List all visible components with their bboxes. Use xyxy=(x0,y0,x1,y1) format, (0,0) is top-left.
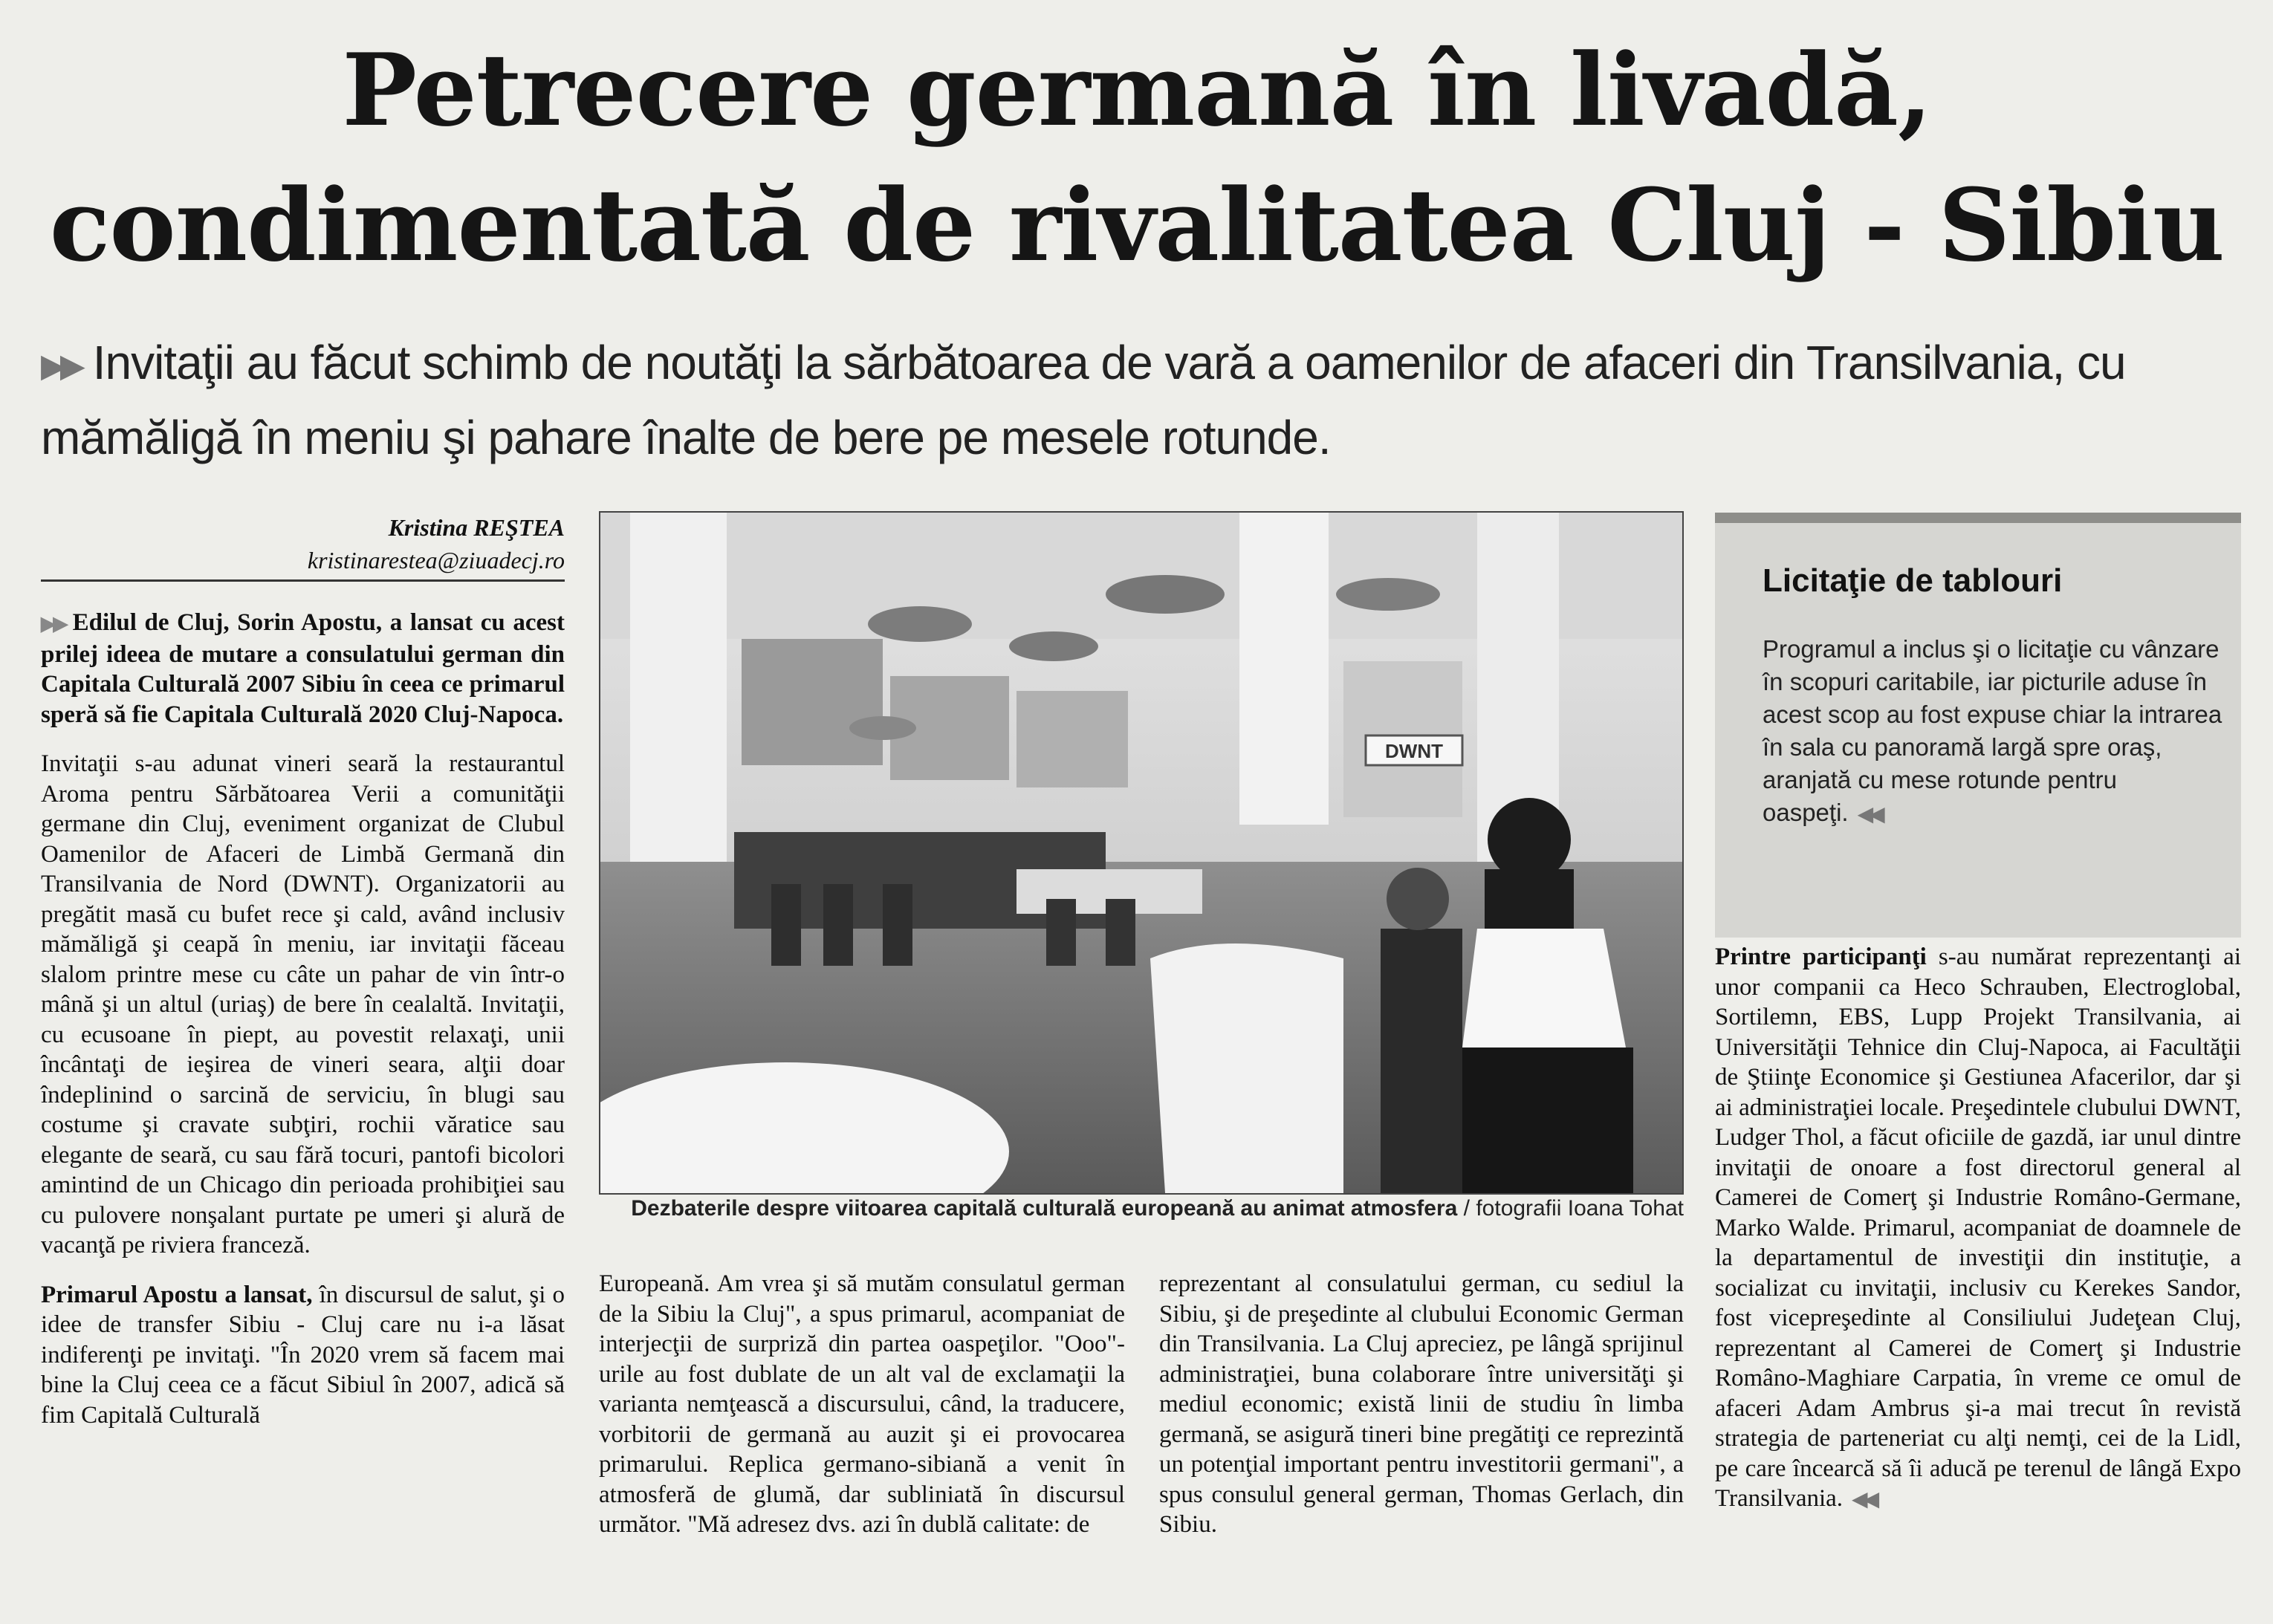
caption-text: Dezbaterile despre viitoarea capitală culturală europeană au animat atmosfera xyxy=(631,1196,1458,1221)
paragraph-leadin: Primarul Apostu a lansat, xyxy=(41,1281,313,1308)
participants-leadin: Printre participanţi xyxy=(1715,943,1927,970)
lead-text: Invitaţii au făcut schimb de noutăţi la sărbătoarea de vară a oamenilor de afaceri din Transilvania, cu mămăligă în meniu şi pahare înalte de bere pe mesele rotunde. xyxy=(41,336,2126,465)
intro-arrows-icon: ▶▶ xyxy=(41,613,65,635)
body-paragraph-2-text: în discursul de salut, şi o idee de transfer Sibiu - Cluj care nu i-a lăsat indiferenţi pe invitaţi. "În 2020 vrem să facem mai bine la Cluj ceea ce a făcut Sibiul în 2007, adică să fim Capitală Culturală xyxy=(41,1281,565,1429)
sidebar-box xyxy=(1715,513,2241,938)
article-column-4 xyxy=(1715,942,2241,1535)
byline xyxy=(41,511,565,576)
body-paragraph-1: Invitaţii s-au adunat vineri seară la restaurantul Aroma pentru Sărbătoarea Verii a comunităţii germane din Cluj, eveniment organizat de Clubul Oamenilor de Afaceri de Limbă Germană din Transilvania de Nord (DWNT). Organizatorii au pregătit masă cu bufet rece şi cald, având inclusiv mămăligă şi ceapă în meniu, iar invitaţii făceau slalom printre mese cu câte un pahar de vin într-o mână şi un altul (uriaş) de bere în cealaltă. Invitaţii, cu ecusoane în piept, au povestit relaxaţi, unii încântaţi de ieşirea de vineri seara, alţii doar îndeplinind o sarcină de serviciu, în blugi sau costume şi cravate subţiri, rochii văratice sau elegante de seară, cu sau fără tocuri, pantofi bicolori amintind de un Chicago din perioada prohibiţiei sau cu pulovere nonşalant purtate pe umeri şi alură de vacanţă pe riviera franceză. xyxy=(41,750,565,1259)
photo-sign-text: DWNT xyxy=(1385,740,1443,762)
headline-line-2: condimentată de rivalitatea Cluj - Sibiu xyxy=(49,166,2225,284)
lead-arrows-icon: ▶▶ xyxy=(41,348,80,385)
event-photo-image xyxy=(600,513,1682,1193)
author-name: Kristina REŞTEA xyxy=(388,514,565,541)
headline xyxy=(30,22,2244,293)
end-mark-icon: ◀◀ xyxy=(1857,802,1881,825)
article-column-3 xyxy=(1159,1269,1684,1559)
photo-caption xyxy=(599,1195,1684,1223)
event-photo xyxy=(599,511,1684,1195)
lead-paragraph xyxy=(41,327,2240,473)
body-paragraph-4: reprezentant al consulatului german, cu sediul la Sibiu, şi de preşedinte al clubului Economic German din Transilvania. La Cluj apreciez, pe lângă sprijinul administraţiei, buna colaborare între universităţi şi mediul economic; există linii de studiu în limba germană, se asigură tineri bine pregătiţi ce reprezintă un potenţial important pentru investitorii germani", a spus consulul general german, Thomas Gerlach, din Sibiu. xyxy=(1159,1270,1684,1538)
author-email: kristinarestea@ziuadecj.ro xyxy=(307,547,565,574)
byline-divider xyxy=(41,579,565,582)
headline-line-1: Petrecere germană în livadă, xyxy=(342,31,1932,149)
article-column-1 xyxy=(41,608,565,1449)
article-end-mark-icon: ◀◀ xyxy=(1852,1488,1875,1511)
sidebar-body-text: Programul a inclus şi o licitaţie cu vânzare în scopuri caritabile, iar picturile aduse în acest scop au fost expuse chiar la intrarea în sala cu panoramă largă spre oraş, aranjată cu mese rotunde pentru oaspeţi. xyxy=(1763,635,2222,826)
intro-paragraph xyxy=(41,608,565,730)
body-paragraph-5 xyxy=(1715,942,2241,1516)
sidebar-title: Licitaţie de tablouri xyxy=(1763,562,2063,599)
sidebar-body xyxy=(1763,633,2223,831)
body-paragraph-3: Europeană. Am vrea şi să mutăm consulatul german de la Sibiu la Cluj", a spus primarul, acompaniat de interjecţii de surpriză din partea oaspeţilor. "Ooo"-urile au fost dublate de un alt val de exclamaţii la varianta nemţească a discursului, când, la traducere, vorbitorii de germană au auzit şi ei provocarea primarului. Replica germano-sibiană a venit în atmosferă de glumă, dar subliniată în discursul următor. "Mă adresez dvs. azi în dublă calitate: de xyxy=(599,1270,1125,1538)
body-paragraph-2 xyxy=(41,1280,565,1431)
body-paragraph-5-text: s-au numărat reprezentanţi ai unor companii ca Heco Schrauben, Electroglobal, Sortilemn, EBS, Lupp Projekt Transilvania, ai Universităţii Tehnice din Cluj-Napoca, ai Facultăţii de Ştiinţe Economice şi Gestiunea Afacerilor, dar şi ai administraţiei locale. Preşedintele clubului DWNT, Ludger Thol, a făcut oficiile de gazdă, iar unul dintre invitaţii de onoare a fost directorul general al Camerei de Comerţ şi Industrie Româno-Germane, Marko Walde. Primarul, acompaniat de doamnele de la departamentul de investiţii din instituţie, a socializat cu invitaţii, inclusiv cu Kerekes Sandor, fost vicepreşedinte al Consiliului Judeţean Cluj, reprezentant al Camerei de Comerţ şi Industrie Româno-Maghiare Carpatia, în vreme ce omul de afaceri Adam Ambrus şi-a mai trecut în revistă strategia de parteneriat cu alţi nemţi, cei de la Lidl, pe care încearcă să îi aducă pe terenul de lângă Expo Transilvania. xyxy=(1715,943,2241,1512)
caption-credit: / fotografii Ioana Tohat xyxy=(1457,1196,1684,1221)
article-column-2 xyxy=(599,1269,1125,1559)
intro-text: Edilul de Cluj, Sorin Apostu, a lansat cu acest prilej ideea de mutare a consulatului german din Capitala Culturală 2007 Sibiu în ceea ce primarul speră să fie Capitala Culturală 2020 Cluj-Napoca. xyxy=(41,609,565,728)
